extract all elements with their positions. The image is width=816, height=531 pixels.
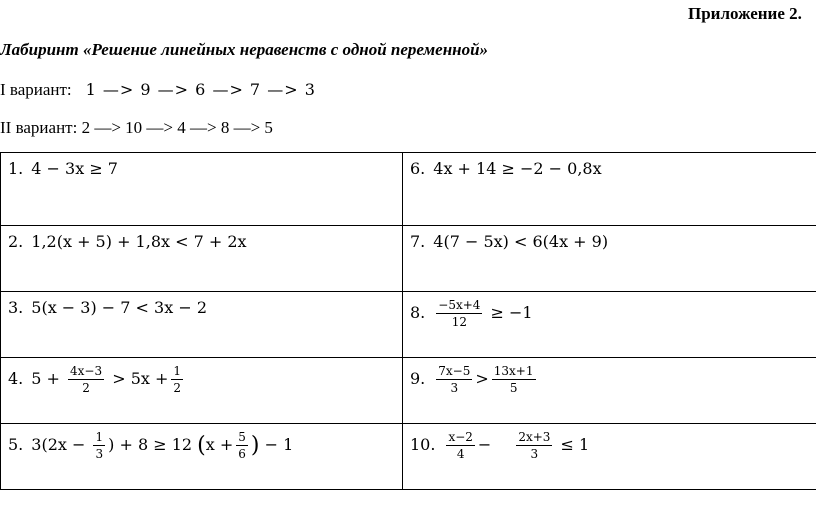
fraction — [236, 430, 248, 461]
fraction-numerator: 1 — [95, 430, 104, 444]
fraction-denominator: 2 — [82, 381, 90, 395]
task-cell-8 — [403, 292, 816, 358]
table-row — [1, 226, 816, 292]
task-expression-mid: ) + 8 ≥ 12 — [108, 435, 193, 454]
task-expression-minus: − — [477, 435, 492, 454]
task-expression-lead: 5 + — [31, 369, 60, 388]
task-number: 4. — [8, 369, 24, 388]
task-number: 3. — [8, 298, 24, 317]
task-number: 1. — [8, 159, 24, 178]
task-expression: 4 − 3x ≥ 7 — [31, 159, 118, 178]
task-expression: 4x + 14 ≥ −2 − 0,8x — [433, 159, 602, 178]
fraction-denominator: 6 — [238, 447, 246, 461]
page-title: Лабиринт «Решение линейных неравенств с одной переменной» — [0, 40, 489, 59]
fraction-denominator: 3 — [450, 381, 459, 395]
fraction — [436, 364, 472, 395]
task-cell-9 — [403, 358, 816, 424]
variant-1-label: I вариант: — [0, 80, 72, 99]
tasks-table — [0, 152, 816, 490]
task-expression-tail: − 1 — [264, 435, 294, 454]
task-expression-mid: > — [475, 369, 489, 388]
table-row — [1, 153, 816, 226]
fraction-denominator: 3 — [530, 447, 539, 461]
fraction-denominator: 2 — [173, 381, 182, 395]
fraction-denominator: 5 — [509, 381, 518, 395]
task-expression: 4(7 − 5x) < 6(4x + 9) — [433, 232, 609, 251]
fraction-numerator: −5x+4 — [438, 298, 481, 312]
fraction-denominator: 4 — [456, 447, 465, 461]
task-expression-mid: > 5x + — [112, 369, 169, 388]
task-expression-rest: ≤ 1 — [560, 435, 590, 454]
task-number: 9. — [410, 369, 426, 388]
appendix-label: Приложение 2. — [688, 4, 802, 23]
variant-2-sequence: 2 —> 10 —> 4 —> 8 —> 5 — [81, 118, 273, 137]
fraction — [516, 430, 552, 461]
task-expression: 5(x − 3) − 7 < 3x − 2 — [31, 298, 208, 317]
task-cell-4 — [1, 358, 403, 424]
open-paren: ( — [197, 433, 206, 458]
task-number: 6. — [410, 159, 426, 178]
task-number: 7. — [410, 232, 426, 251]
variant-1-sequence: 1 —> 9 —> 6 —> 7 —> 3 — [85, 80, 316, 99]
task-expression-inner: x + — [205, 435, 234, 454]
variant-2-line — [0, 118, 273, 138]
fraction — [492, 364, 536, 395]
task-number: 10. — [410, 435, 436, 454]
task-cell-6 — [403, 153, 816, 226]
task-cell-10 — [403, 424, 816, 490]
task-expression-rest: ≥ −1 — [490, 303, 533, 322]
task-cell-1 — [1, 153, 403, 226]
fraction-numerator: x−2 — [448, 430, 473, 444]
task-expression: 1,2(x + 5) + 1,8x < 7 + 2x — [31, 232, 247, 251]
fraction-numerator: 13x+1 — [493, 364, 534, 378]
close-paren: ) — [250, 433, 260, 458]
task-cell-2 — [1, 226, 403, 292]
task-cell-7 — [403, 226, 816, 292]
table-row — [1, 424, 816, 490]
fraction-numerator: 4x−3 — [70, 364, 103, 378]
fraction — [68, 364, 104, 395]
variant-2-label: II вариант: — [0, 118, 78, 137]
fraction-numerator: 1 — [173, 364, 182, 378]
fraction — [446, 430, 474, 461]
fraction — [436, 298, 482, 329]
variant-1-line — [0, 80, 316, 100]
fraction — [171, 364, 183, 395]
fraction-numerator: 5 — [238, 430, 246, 444]
fraction-denominator: 3 — [95, 447, 104, 461]
fraction — [93, 430, 105, 461]
fraction-numerator: 2x+3 — [518, 430, 551, 444]
task-expression-lead: 3(2x − — [31, 435, 86, 454]
task-number: 2. — [8, 232, 24, 251]
task-number: 5. — [8, 435, 24, 454]
task-cell-3 — [1, 292, 403, 358]
table-row — [1, 292, 816, 358]
task-number: 8. — [410, 303, 426, 322]
fraction-denominator: 12 — [451, 315, 467, 329]
table-row — [1, 358, 816, 424]
fraction-numerator: 7x−5 — [438, 364, 471, 378]
task-cell-5 — [1, 424, 403, 490]
